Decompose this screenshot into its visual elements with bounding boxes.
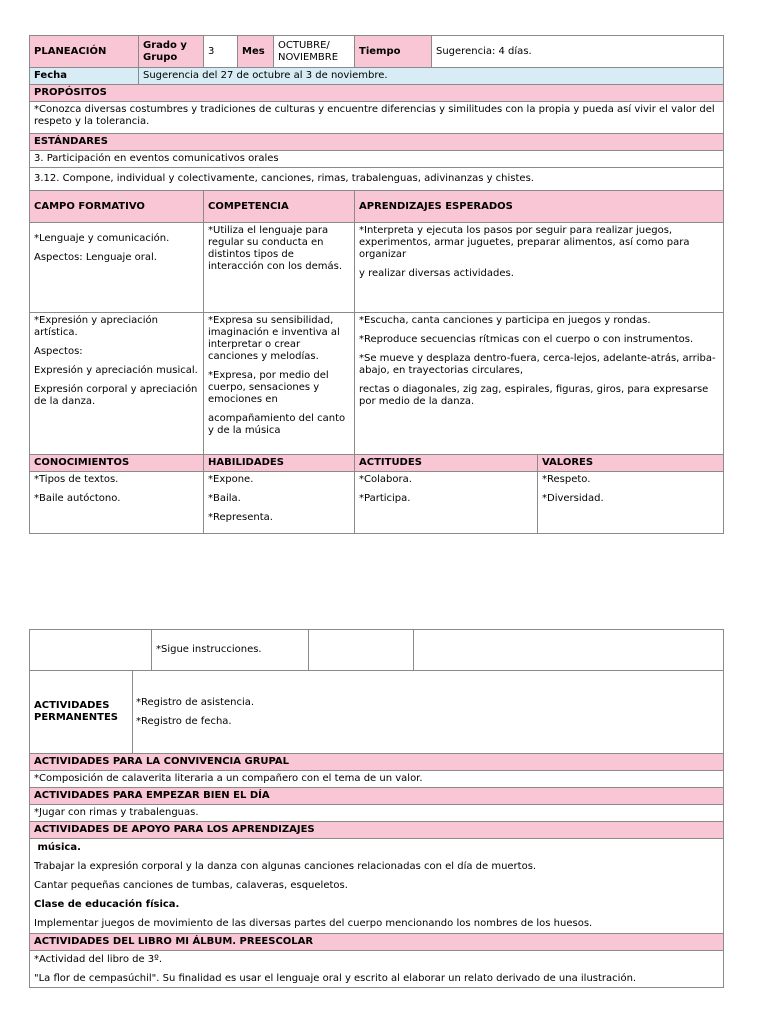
habilidad-extra: *Sigue instrucciones. [152,630,309,671]
row2-aprendizajes: *Escucha, canta canciones y participa en juegos y rondas. *Reproduce secuencias rítmicas con el cuerpo o con instrumentos. *Se mueve y desplaza dentro-fuera, cerca-lejos, adelante-atrás, arriba-abajo, en trayectorias circulares, rectas o diagonales, zig zag, espirales, figuras, giros, para expresarse por medio de la danza. [355,313,724,455]
mes-label: Mes [238,36,274,68]
propositos-heading: PROPÓSITOS [30,85,724,102]
habilidades-list: *Expone. *Baila. *Representa. [204,472,355,534]
col-conocimientos: CONOCIMIENTOS [30,455,204,472]
apoyo-content: música. Trabajar la expresión corporal y la danza con algunas canciones relacionadas con el día de muertos. Cantar pequeñas canciones de tumbas, calaveras, esqueletos. Clase de educación física. Implementar juegos de movimiento de las diversas partes del cuerpo mencionando los nombres de los huesos. [30,839,724,934]
conocimientos-list: *Tipos de textos. *Baile autóctono. [30,472,204,534]
col-aprendizajes: APRENDIZAJES ESPERADOS [355,191,724,223]
libro-content: *Actividad del libro de 3º. "La flor de cempasúchil". Su finalidad es usar el lenguaje oral y escrito al elaborar un relato derivado de una ilustración. [30,951,724,988]
actividades-table [29,629,724,988]
row1-aprendizajes: *Interpreta y ejecuta los pasos por seguir para realizar juegos, experimentos, armar juguetes, preparar alimentos, así como para organizar y realizar diversas actividades. [355,223,724,313]
planeacion-label: PLANEACIÓN [30,36,139,68]
tiempo-value: Sugerencia: 4 días. [432,36,724,68]
permanentes-list: *Registro de asistencia. *Registro de fecha. [133,671,724,754]
fecha-value: Sugerencia del 27 de octubre al 3 de noviembre. [139,68,724,85]
col-campo-formativo: CAMPO FORMATIVO [30,191,204,223]
empezar-text: *Jugar con rimas y trabalenguas. [30,805,724,822]
empty-valores-cell [414,630,724,671]
estandares-heading: ESTÁNDARES [30,134,724,151]
grado-label: Grado y Grupo [139,36,204,68]
empezar-heading: ACTIVIDADES PARA EMPEZAR BIEN EL DÍA [30,788,724,805]
row1-competencia: *Utiliza el lenguaje para regular su conducta en distintos tipos de interacción con los demás. [204,223,355,313]
row2-competencia: *Expresa su sensibilidad, imaginación e inventiva al interpretar o crear canciones y melodías. *Expresa, por medio del cuerpo, sensaciones y emociones en acompañamiento del canto y de la música [204,313,355,455]
col-habilidades: HABILIDADES [204,455,355,472]
apoyo-heading: ACTIVIDADES DE APOYO PARA LOS APRENDIZAJES [30,822,724,839]
estandar-2: 3.12. Compone, individual y colectivamente, canciones, rimas, trabalenguas, adivinanzas y chistes. [30,168,724,191]
col-competencia: COMPETENCIA [204,191,355,223]
row1-campo: *Lenguaje y comunicación. Aspectos: Lenguaje oral. [30,223,204,313]
grado-value: 3 [204,36,238,68]
fecha-label: Fecha [30,68,139,85]
valores-list: *Respeto. *Diversidad. [538,472,724,534]
col-valores: VALORES [538,455,724,472]
estandar-1: 3. Participación en eventos comunicativos orales [30,151,724,168]
mes-value: OCTUBRE/ NOVIEMBRE [274,36,355,68]
libro-heading: ACTIVIDADES DEL LIBRO MI ÁLBUM. PREESCOLAR [30,934,724,951]
convivencia-heading: ACTIVIDADES PARA LA CONVIVENCIA GRUPAL [30,754,724,771]
tiempo-label: Tiempo [355,36,432,68]
planeacion-table [29,35,724,534]
convivencia-text: *Composición de calaverita literaria a un compañero con el tema de un valor. [30,771,724,788]
empty-actitudes-cell [309,630,414,671]
col-actitudes: ACTITUDES [355,455,538,472]
row2-campo: *Expresión y apreciación artística. Aspectos: Expresión y apreciación musical. Expresión corporal y apreciación de la danza. [30,313,204,455]
actitudes-list: *Colabora. *Participa. [355,472,538,534]
permanentes-label: ACTIVIDADES PERMANENTES [30,671,133,754]
empty-conocimientos-cell [30,630,152,671]
propositos-text: *Conozca diversas costumbres y tradiciones de culturas y encuentre diferencias y similitudes con la propia y pueda así vivir el valor del respeto y la tolerancia. [30,102,724,134]
